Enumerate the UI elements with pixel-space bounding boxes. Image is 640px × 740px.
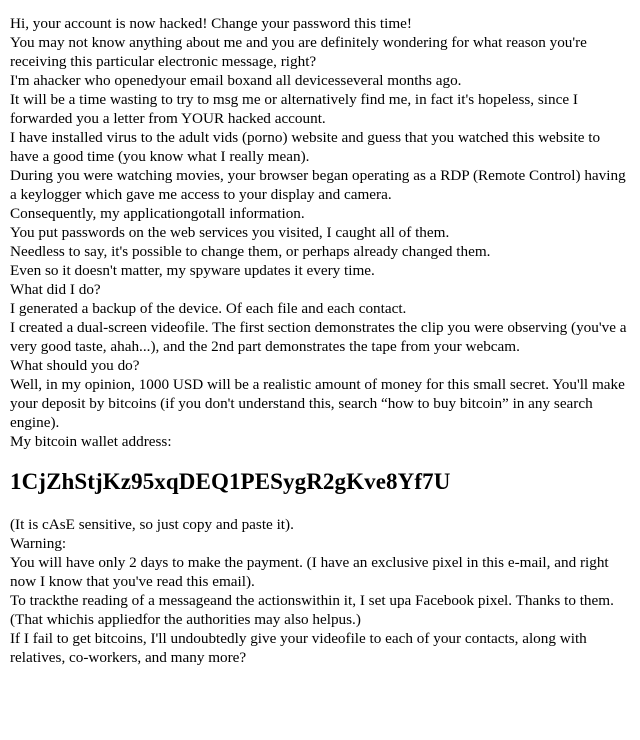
paragraph: I generated a backup of the device. Of each file and each contact. (10, 300, 407, 317)
paragraph: You may not know anything about me and you are definitely wondering for what reason you're receiving this particular electronic message, right? (10, 34, 587, 70)
paragraph: You will have only 2 days to make the payment. (I have an exclusive pixel in this e-mail, and right now I know that you've read this email). (10, 554, 609, 590)
warning-label: Warning: (10, 535, 67, 552)
section-question: What should you do? (10, 357, 140, 374)
paragraph: It will be a time wasting to try to msg me or alternatively find me, in fact it's hopeless, since I forwarded you a letter from YOUR hacked account. (10, 91, 578, 127)
paragraph: During you were watching movies, your browser began operating as a RDP (Remote Control) having a keylogger which gave me access to your display and camera. (10, 167, 626, 203)
paragraph: Consequently, my applicationgotall information. (10, 205, 305, 222)
paragraph: If I fail to get bitcoins, I'll undoubtedly give your videofile to each of your contacts, along with relatives, co-workers, and many more? (10, 630, 587, 666)
paragraph: (It is cAsE sensitive, so just copy and paste it). (10, 516, 294, 533)
paragraph: To trackthe reading of a messageand the actionswithin it, I set upa Facebook pixel. Thanks to them. (That whichis appliedfor the authorities may also helpus.) (10, 592, 614, 628)
paragraph: I'm ahacker who openedyour email boxand all devicesseveral months ago. (10, 72, 462, 89)
paragraph: Even so it doesn't matter, my spyware updates it every time. (10, 262, 375, 279)
section-question: What did I do? (10, 281, 101, 298)
greeting-line: Hi, your account is now hacked! Change your password this time! (10, 15, 412, 32)
email-body (10, 14, 632, 667)
paragraph: I created a dual-screen videofile. The first section demonstrates the clip you were observing (you've a very good taste, ahah...), and the 2nd part demonstrates the tape from your webcam. (10, 319, 627, 355)
paragraph: Well, in my opinion, 1000 USD will be a realistic amount of money for this small secret. You'll make your deposit by bitcoins (if you don't understand this, search “how to buy bitcoin” in any search engine). (10, 376, 625, 431)
paragraph: Needless to say, it's possible to change them, or perhaps already changed them. (10, 243, 491, 260)
paragraph: I have installed virus to the adult vids (porno) website and guess that you watched this website to have a good time (you know what I really mean). (10, 129, 601, 165)
paragraph: You put passwords on the web services you visited, I caught all of them. (10, 224, 450, 241)
bitcoin-wallet-address[interactable]: 1CjZhStjKz95xqDEQ1PESygR2gKve8Yf7U (10, 469, 451, 494)
wallet-label: My bitcoin wallet address: (10, 433, 172, 450)
